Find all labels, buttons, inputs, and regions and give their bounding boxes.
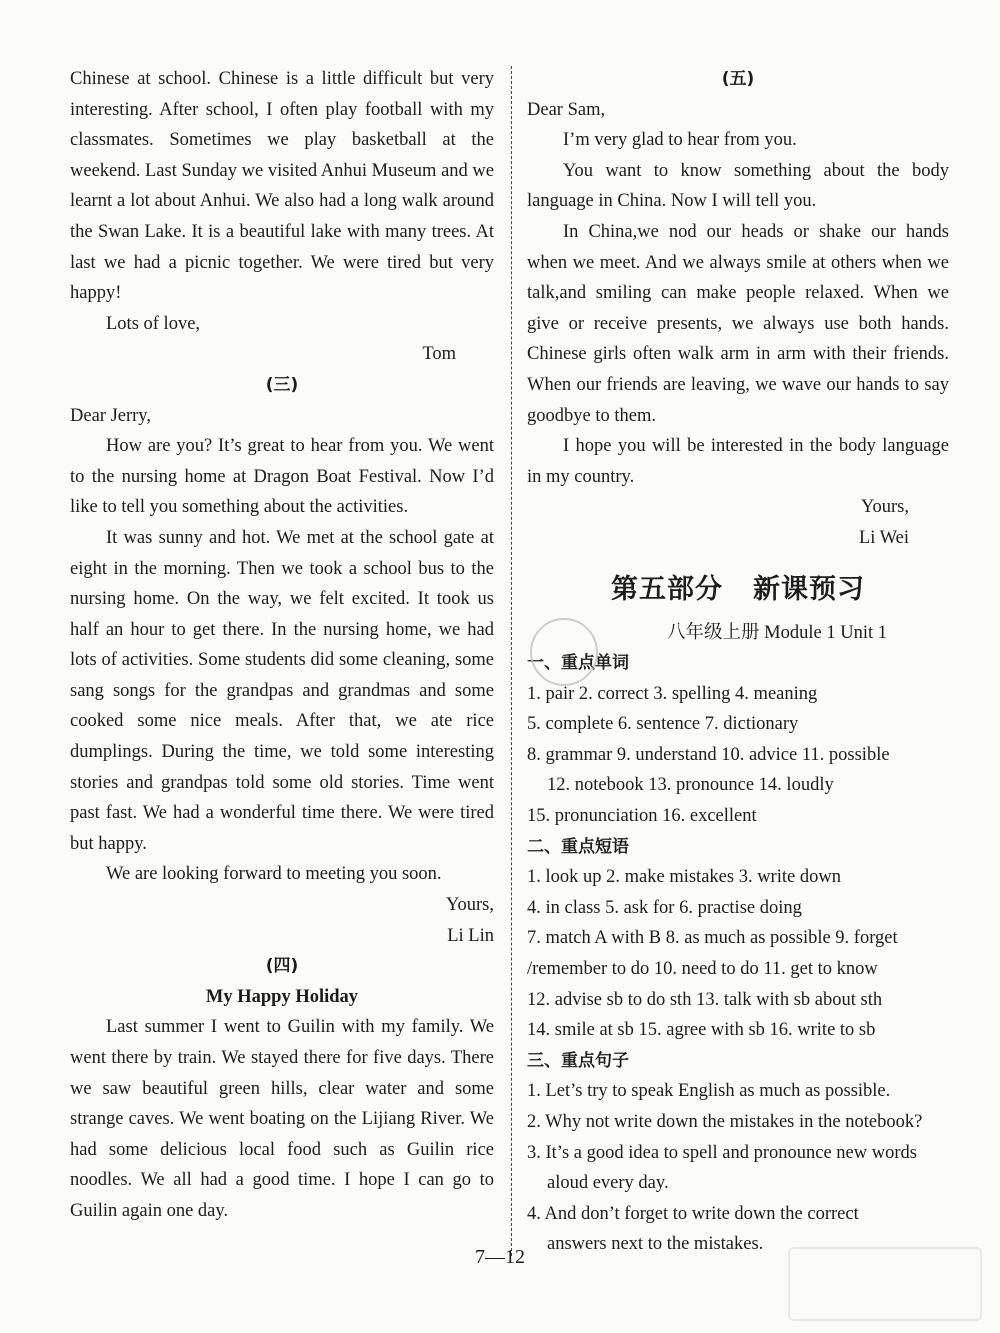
section-3-title: (三) [265,374,299,395]
letter3-paragraph-3: We are looking forward to meeting you soon. [106,864,442,885]
sentence-line: 4. And don’t forget to write down the correct [527,1203,859,1224]
letter5-signature: Li Wei [858,527,909,548]
part-five-heading [527,566,949,614]
letter2-signature: Tom [422,344,456,365]
letter3-signature: Li Lin [447,925,494,946]
phrase-heading: 二、重点短语 [527,836,629,857]
sentence-line: 1. Let’s try to speak English as much as possible. [527,1081,891,1102]
essay4-title: My Happy Holiday [205,986,359,1007]
essay4-body: Last summer I went to Guilin with my family. We went there by train. We stayed there for five days. There we saw beautiful green hills, clear water and some strange caves. We went boating on the Lijiang River. We had some delicious local food such as Guilin rice noodles. We all had a good time. I hope I can go to Guilin again one day. [70,1017,494,1221]
phrase-line: 1. look up 2. make mistakes 3. write down [527,867,841,888]
sentence-line: 2. Why not write down the mistakes in the notebook? [527,1112,923,1132]
left-column [70,64,494,1227]
letter3-paragraph-1: How are you? It’s great to hear from you. We went to the nursing home at Dragon Boat Festival. Now I’d like to tell you something about the activities. [70,436,494,518]
vocab-heading: 一、重点单词 [527,653,629,674]
phrase-line: 12. advise sb to do sth 13. talk with sb about sth [527,989,883,1010]
phrase-line: 14. smile at sb 15. agree with sb 16. write to sb [527,1020,876,1041]
letter5-closing: Yours, [861,497,909,518]
letter2-body: Chinese at school. Chinese is a little difficult but very interesting. After school, I often play football with my classmates. Sometimes we play basketball at the weekend. Last Sunday we visited Anhui Museum and we learnt a lot about Anhui. We also had a long walk around the Swan Lake. It is a beautiful lake with many trees. At last we had a picnic together. We were tired but very happy! [70,69,494,304]
letter5-paragraph-1: I’m very glad to hear from you. [563,130,797,151]
sentence-line: 3. It’s a good idea to spell and pronounce new words [527,1142,917,1163]
letter3-paragraph-2: It was sunny and hot. We met at the school gate at eight in the morning. Then we took a school bus to the nursing home. On the way, we felt excited. It took us half an hour to get there. In the nursing home, we had lots of activities. Some students did some cleaning, some sang songs for the grandpas and grandmas and some cooked some nice meals. After that, we ate rice dumplings. During the time, we told some interesting stories and grandpas told some old stories. Time went past fast. We had a wonderful time there. We were tired but happy. [70,527,494,854]
letter2-closing: Lots of love, [106,313,201,334]
column-divider [511,66,512,1256]
sentence-heading: 三、重点句子 [527,1050,629,1071]
stamp-mark [530,618,598,686]
phrase-line: /remember to do 10. need to do 11. get to know [527,959,878,980]
phrase-line: 7. match A with B 8. as much as possible 9. forget [527,928,898,949]
vocab-line: 12. notebook 13. pronounce 14. loudly [547,775,834,796]
letter3-greeting: Dear Jerry, [70,405,151,426]
vocab-line: 15. pronunciation 16. excellent [527,806,757,827]
letter5-paragraph-2: You want to know something about the body language in China. Now I will tell you. [527,160,949,212]
sentence-line: answers next to the mistakes. [547,1234,764,1255]
section-5-title: (五) [721,69,755,89]
section-4-title: (四) [265,956,299,977]
sentence-line: aloud every day. [547,1173,669,1194]
letter3-closing: Yours, [446,895,494,916]
letter5-greeting: Dear Sam, [527,99,606,120]
part-heading-title: 新课预习 [753,573,865,605]
vocab-line: 8. grammar 9. understand 10. advice 11. possible [527,744,890,765]
unit-title: 八年级上册 Module 1 Unit 1 [667,622,887,643]
part-heading-number: 第五部分 [611,573,723,605]
vocab-line: 5. complete 6. sentence 7. dictionary [527,714,799,735]
vocab-line: 1. pair 2. correct 3. spelling 4. meaning [527,683,818,704]
page-number: 7—12 [475,1246,525,1268]
phrase-line: 4. in class 5. ask for 6. practise doing [527,897,802,918]
letter5-paragraph-4: I hope you will be interested in the body language in my country. [527,436,949,487]
letter5-paragraph-3: In China,we nod our heads or shake our hands when we meet. And we always smile at others when we talk,and smiling can make people relaxed. When we give or receive presents, we always use both hands. Chinese girls often walk arm in arm with their friends. When our friends are leaving, we wave our hands to say goodbye to them. [527,221,949,426]
